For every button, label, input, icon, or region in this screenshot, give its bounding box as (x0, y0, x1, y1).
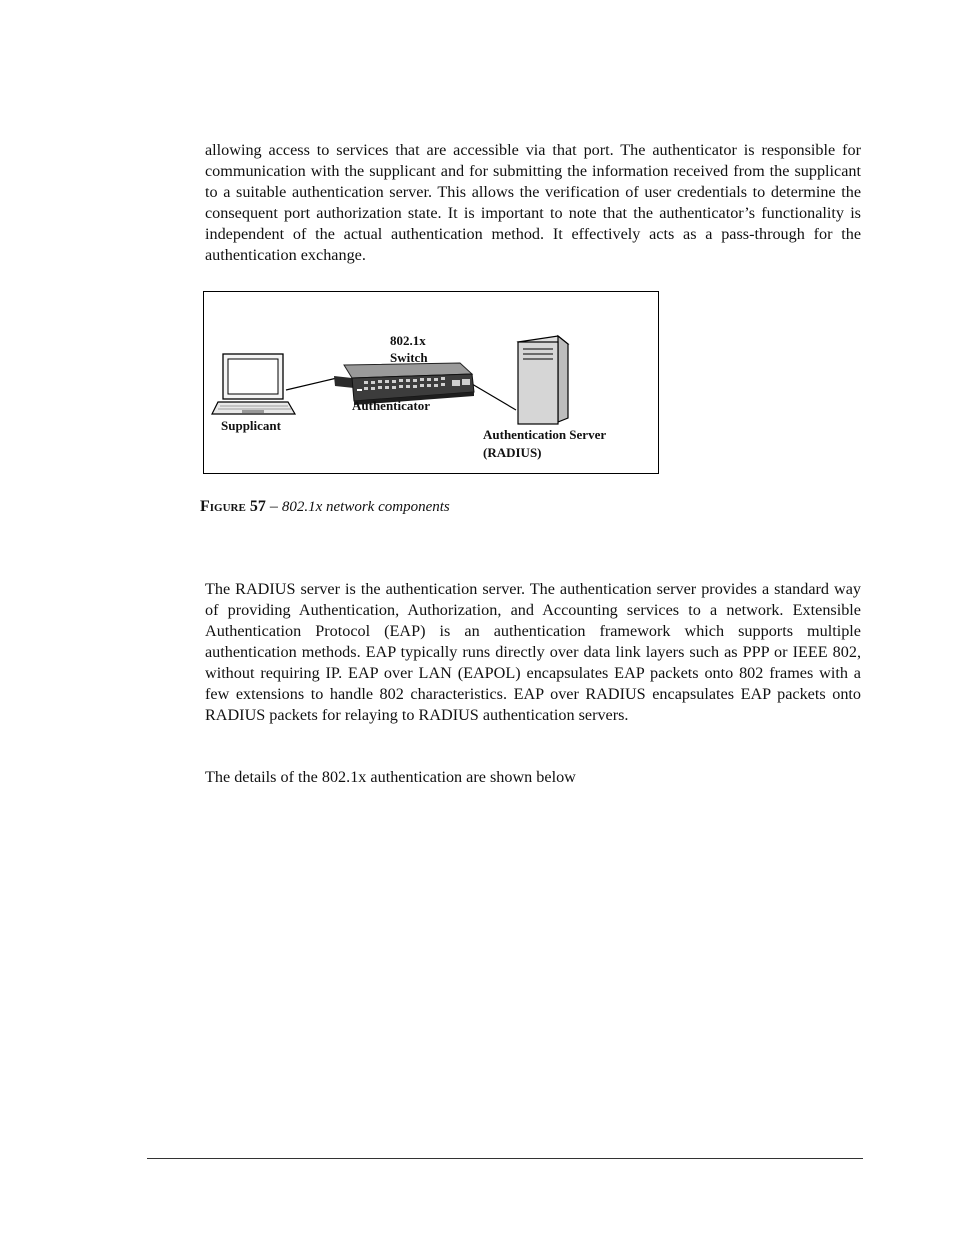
body-paragraph-details: The details of the 802.1x authentication are shown below (205, 768, 576, 786)
network-components-figure (203, 291, 659, 474)
authentication-server-label: Authentication Server (RADIUS) (483, 427, 606, 460)
caption-figure-number: 57 (249, 498, 266, 515)
body-paragraph-authenticator: allowing access to services that are accessible via that port. The authenticator is responsible for communication with the supplicant and for submitting the information received from the supplicant to a suitable authentication server. This allows the verification of user credentials to determine the consequent port authorization state. It is important to note that the authenticator’s functionality is independent of the actual authentication method. It effectively acts as a pass-through for the authentication exchange. (205, 141, 861, 264)
body-paragraph-radius: The RADIUS server is the authentication server. The authentication server provides a standard way of providing Authentication, Authorization, and Accounting services to a network. Extensible Authentication Protocol (EAP) is an authentication framework which supports multiple authentication methods. EAP typically runs directly over data link layers such as PPP or IEEE 802, without requiring IP. EAP over LAN (EAPOL) encapsulates EAP packets onto 802 frames with a few extensions to handle 802 characteristics. EAP over RADIUS encapsulates EAP packets onto RADIUS packets for relaying to RADIUS authentication servers. (205, 580, 861, 724)
switch-label: 802.1x Switch (390, 333, 428, 365)
caption-text: 802.1x network components (281, 499, 450, 515)
caption-dash: – (269, 498, 278, 515)
footer-divider (147, 1158, 863, 1159)
caption-figure-word: Figure (200, 498, 246, 515)
laptop-icon (212, 354, 295, 414)
supplicant-label: Supplicant (221, 418, 281, 433)
server-tower-icon (518, 336, 568, 424)
supplicant-link-line (286, 378, 337, 390)
figure-caption (200, 497, 450, 517)
server-link-line (472, 384, 516, 410)
authenticator-label: Authenticator (352, 398, 430, 413)
